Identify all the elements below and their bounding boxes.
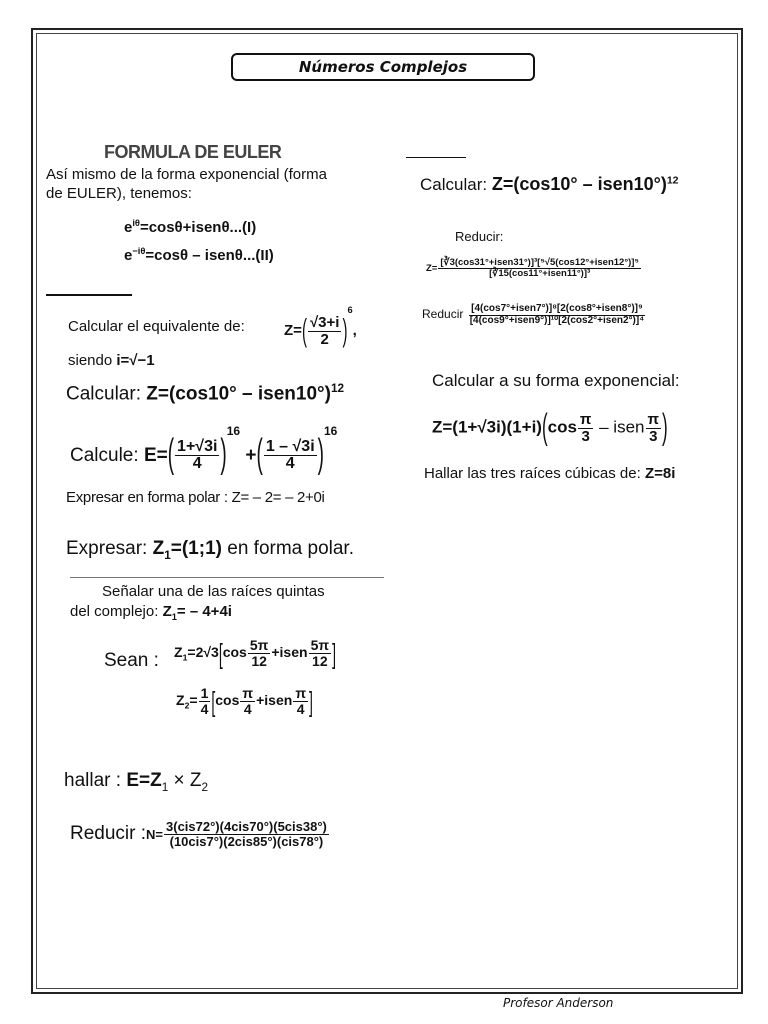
right-problem3-numerator: [4(cos7°+isen7°)]⁸[2(cos8°+isen8°)]⁹: [471, 303, 643, 314]
problem8: [64, 770, 208, 794]
section-divider-left: [46, 294, 132, 296]
z2-num2: π: [295, 685, 307, 701]
problem8-sub2: 2: [201, 780, 209, 794]
problem9-n: N=: [146, 827, 164, 843]
right-problem2-z: Z=: [426, 262, 438, 274]
problem8-expr: E=Z: [126, 770, 162, 791]
problem3-denominator1: 4: [192, 455, 202, 473]
problem6-value: = – 4+4i: [176, 603, 232, 620]
right-problem1-expression: Z=(cos10° – isen10°): [491, 174, 667, 194]
right-problem3: [422, 304, 647, 326]
z2-den2: 4: [296, 700, 305, 717]
problem1-denominator: 2: [320, 330, 329, 348]
z2-den1: 4: [243, 700, 252, 717]
right-problem3-label: Reducir: [422, 307, 464, 322]
euler-intro-line2: de EULER), tenemos:: [46, 185, 192, 202]
problem9-denominator: (10cis7°)(2cis85°)(cis78°): [169, 833, 324, 849]
right-problem5-den2: 3: [649, 427, 658, 445]
problem3: Calcule: E=( $\frac{1+√3i}{4}$ )$^{16}$ +( $\frac{1 - √3i}{4}$ )$^{16}$: [70, 424, 338, 477]
z2-num1: π: [242, 685, 254, 701]
right-problem5: Z=(1+√3i)(1+i)(cos $\frac{\pi}{3}$ – isen $\frac{\pi}{3}$ ): [432, 407, 668, 448]
problem1-comma: ,: [352, 322, 357, 339]
problem1-z: Z=: [284, 322, 302, 339]
problem4-text: Expresar en forma polar : Z= – 2= – 2+0i: [66, 489, 325, 506]
problem7-label: Sean :: [104, 650, 159, 671]
right-problem5-cos: cos: [547, 417, 577, 437]
eq1-base: e: [124, 219, 133, 236]
divider-line-2: [70, 577, 384, 578]
problem6-subscript: 1: [171, 612, 177, 622]
problem2-expression: Z=(cos10° – isen10°): [146, 383, 331, 405]
z2-coef-num: 1: [200, 685, 209, 701]
right-problem5-minus-isen: – isen: [594, 417, 645, 437]
problem7-z2: $Z_2=$ $\frac{1}{4}$ [cos $\frac{\pi}{4}$ +isen $\frac{\pi}{4}$ ]: [176, 685, 313, 718]
z1-isen: +isen: [271, 643, 308, 660]
z1-den1: 12: [251, 652, 267, 669]
right-problem3-denominator: [4(cos9°+isen9°)]¹⁰[2(cos2°+isen2°)]⁴: [469, 314, 645, 326]
right-problem6: [424, 465, 675, 482]
problem9: [70, 820, 330, 848]
problem5-label: Expresar:: [66, 538, 148, 559]
right-problem5-num2: π: [647, 411, 659, 428]
eq1-rhs: =cosθ+isenθ...(I): [139, 219, 257, 236]
page-title: Números Complejos: [231, 53, 535, 81]
problem2: [66, 382, 344, 405]
euler-heading: FORMULA DE EULER: [104, 142, 282, 162]
right-problem6-text: Hallar las tres raíces cúbicas de:: [424, 465, 641, 482]
z2-cos: cos: [215, 691, 240, 708]
imaginary-unit-definition: i=√−1: [116, 352, 155, 369]
right-problem2-denominator: [∛15(cos11°+isen11°)]³: [489, 267, 591, 279]
problem8-times: × Z: [168, 770, 202, 791]
right-problem1-exponent: 12: [666, 174, 679, 187]
problem5-tail: en forma polar.: [227, 538, 354, 559]
z2-equals: =: [189, 691, 198, 708]
problem3-plus: +: [245, 445, 257, 466]
problem5-value: =(1;1): [170, 538, 222, 559]
problem8-label: hallar :: [64, 770, 122, 791]
z1-coefficient: =2√3: [187, 643, 219, 660]
z1-cos: cos: [222, 643, 247, 660]
problem2-exponent: 12: [330, 382, 345, 395]
euler-equation-1: [124, 218, 256, 236]
euler-intro-line1: Así mismo de la forma exponencial (forma: [46, 166, 327, 183]
right-problem1-label: Calcular:: [420, 175, 488, 194]
z2-letter: Z: [176, 691, 185, 708]
problem9-label: Reducir :: [70, 823, 147, 845]
z1-num1: 5π: [249, 637, 269, 653]
problem6-line2: [70, 603, 232, 622]
problem3-e: E=: [143, 445, 168, 466]
z2-coef-den: 4: [200, 700, 209, 717]
problem6-z: Z: [162, 603, 172, 620]
problem1-numerator: √3+i: [309, 313, 340, 331]
right-problem5-num1: π: [579, 411, 592, 428]
problem2-label: Calcular:: [66, 383, 141, 405]
z2-isen: +isen: [256, 691, 293, 708]
right-problem1: [420, 174, 679, 195]
z2-subscript: 2: [184, 700, 190, 711]
z1-subscript: 1: [182, 652, 188, 663]
problem3-denominator2: 4: [285, 455, 295, 473]
right-problem6-z: Z=8i: [644, 465, 676, 482]
problem1-text: Calcular el equivalente de:: [68, 318, 245, 335]
problem1-exponent: 6: [347, 305, 353, 315]
problem1-expression: Z=( $\frac{√3+i}{2}$ )$^6$,: [284, 305, 357, 349]
author-signature: Profesor Anderson: [503, 996, 614, 1010]
problem3-label: Calcule:: [70, 445, 139, 466]
section-divider-right: [406, 157, 466, 158]
problem3-exponent2: 16: [323, 424, 338, 438]
right-problem2: [426, 258, 642, 279]
problem3-numerator2: 1 – √3i: [265, 437, 315, 455]
right-problem2-numerator: [∛3(cos31°+isen31°)]³[⁵√5(cos12°+isen12°)]⁵: [440, 257, 639, 268]
right-problem5-expr: Z=(1+√3i)(1+i): [432, 417, 542, 437]
z1-letter: Z: [174, 643, 183, 660]
eq2-rhs: =cosθ – isenθ...(II): [145, 247, 274, 264]
siendo-word: siendo: [68, 352, 113, 369]
z1-den2: 12: [312, 652, 328, 669]
eq2-base: e: [124, 247, 133, 264]
right-problem5-den1: 3: [581, 427, 590, 445]
problem5-z: Z: [152, 538, 165, 559]
problem9-numerator: 3(cis72°)(4cis70°)(5cis38°): [166, 819, 327, 834]
problem8-sub1: 1: [161, 780, 169, 794]
z1-num2: 5π: [310, 637, 330, 653]
right-problem2-label: Reducir:: [455, 229, 504, 244]
problem5-subscript: 1: [164, 548, 171, 562]
problem6-text: del complejo:: [70, 603, 159, 620]
problem6-line1: Señalar una de las raíces quintas: [102, 583, 325, 600]
eq2-exponent: −iθ: [132, 246, 146, 256]
problem1-siendo: [68, 352, 155, 369]
right-problem4-text: Calcular a su forma exponencial:: [432, 371, 680, 390]
eq1-exponent: iθ: [132, 218, 140, 228]
problem7-z1: $Z_1=2√3[\cos$ $\frac{5\pi}{12}$ +isen $\frac{5\pi}{12}$ ]: [174, 637, 336, 670]
problem3-exponent1: 16: [226, 424, 241, 438]
euler-equation-2: [124, 246, 274, 264]
problem3-numerator1: 1+√3i: [177, 437, 218, 455]
problem5: [66, 538, 354, 562]
